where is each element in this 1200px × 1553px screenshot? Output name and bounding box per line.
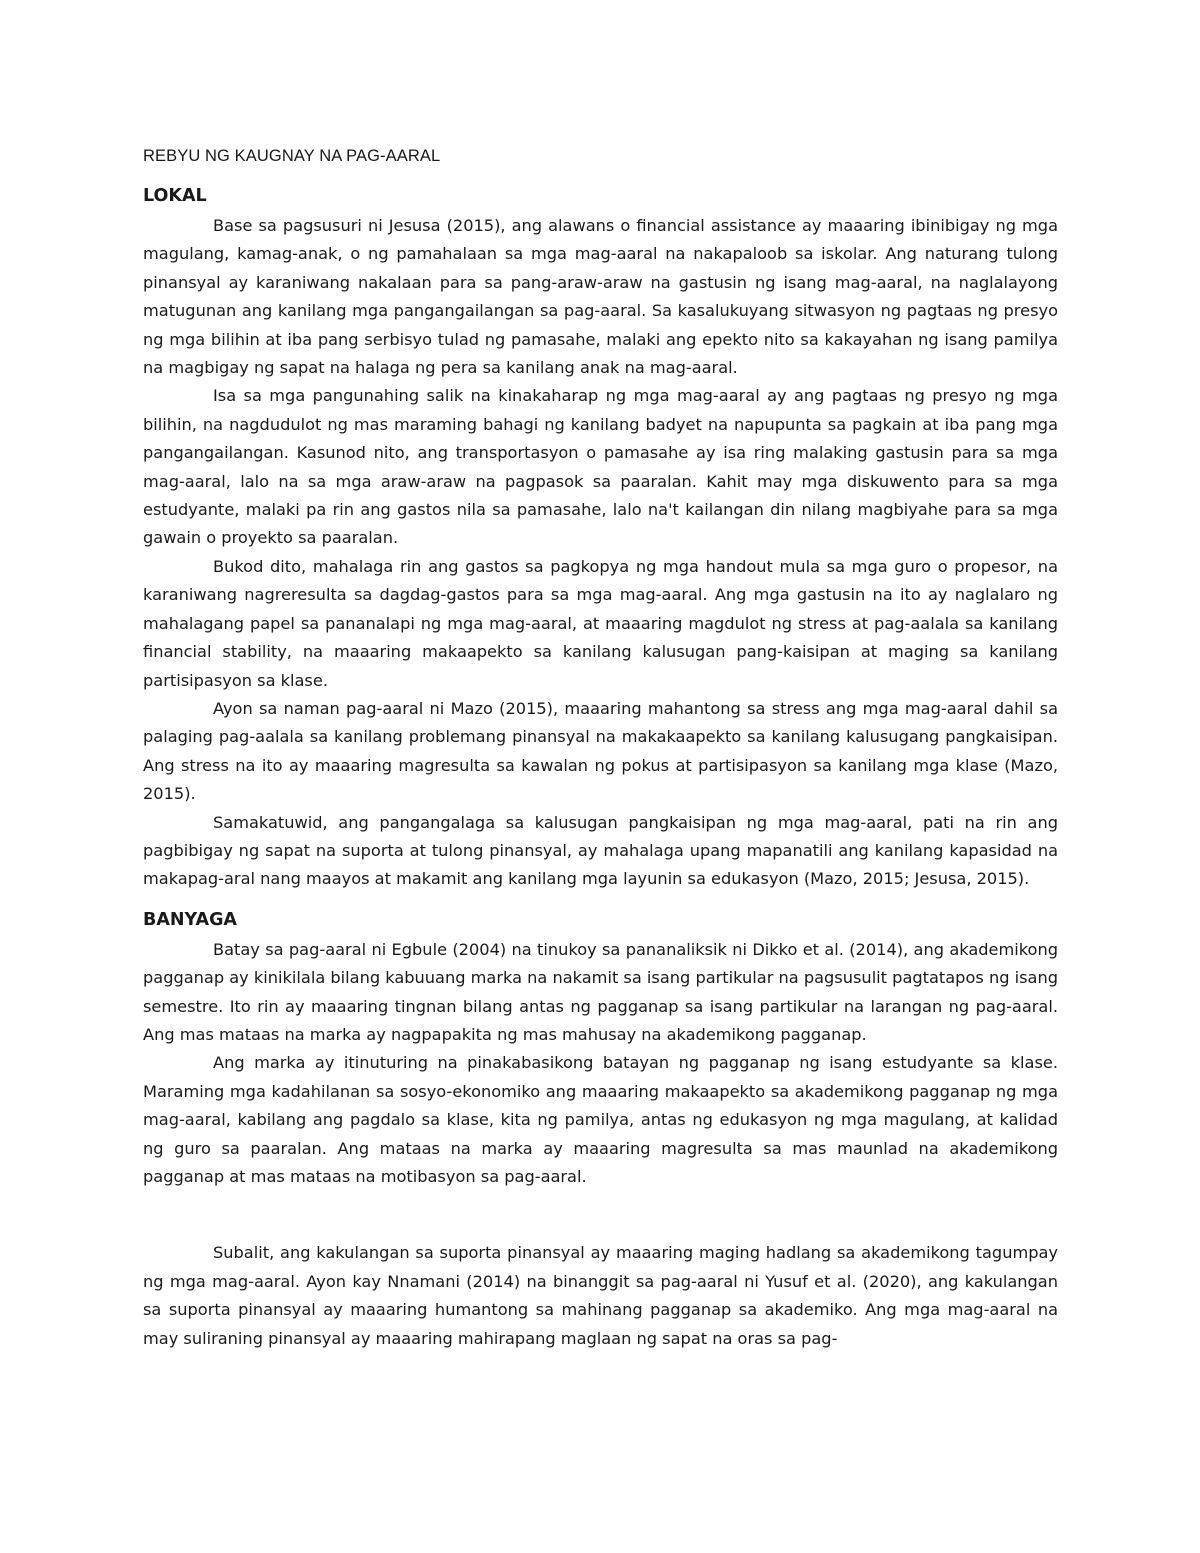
paragraph: Ang marka ay itinuturing na pinakabasikong batayan ng pagganap ng isang estudyante sa klase. Maraming mga kadahilanan sa sosyo-ekonomiko ang maaaring makaapekto sa akademikong pagganap ng mga mag-aaral, kabilang ang pagdalo sa klase, kita ng pamilya, antas ng edukasyon ng mga magulang, at kalidad ng guro sa paaralan. Ang mataas na marka ay maaaring magresulta sa mas maunlad na akademikong pagganap at mas mataas na motibasyon sa pag-aaral. — [143, 1053, 1058, 1186]
paragraph: Batay sa pag-aaral ni Egbule (2004) na tinukoy sa pananaliksik ni Dikko et al. (2014), ang akademikong pagganap ay kinikilala bilang kabuuang marka na nakamit sa isang partikular na pagsusulit pagtatapos ng isang semestre. Ito rin ay maaaring tingnan bilang antas ng pagganap sa isang partikular na larangan ng pag-aaral. Ang mas mataas na marka ay nagpapakita ng mas mahusay na akademikong pagganap. — [143, 939, 1059, 1044]
paragraph: Ayon sa naman pag-aaral ni Mazo (2015), maaaring mahantong sa stress ang mga mag-aaral dahil sa palaging pag-aalala sa kanilang problemang pinansyal na makakaapekto sa kanilang kalusugang pangkaisipan. Ang stress na ito ay maaaring magresulta sa kawalan ng pokus at partisipasyon sa kanilang mga klase (Mazo, 2015). — [143, 698, 1058, 804]
section-heading-banyaga: BANYAGA — [143, 909, 237, 930]
paragraph: Isa sa mga pangunahing salik na kinakaharap ng mga mag-aaral ay ang pagtaas ng presyo ng mga bilihin, na nagdudulot ng mas maraming bahagi ng kanilang badyet na napupunta sa pagkain at iba pang mga pangangailangan. Kasunod nito, ang transportasyon o pamasahe ay isa ring malaking gastusin para sa mga mag-aaral, lalo na sa mga araw-araw na pagpasok sa paaralan. Kahit may mga diskuwento para sa mga estudyante, malaki pa rin ang gastos nila sa pamasahe, lalo na't kailangan din nilang magbiyahe para sa mga gawain o proyekto sa paaralan. — [143, 386, 1058, 548]
section-heading-lokal: LOKAL — [143, 186, 207, 206]
paragraph-spacer — [143, 1191, 1058, 1239]
document-body — [143, 142, 1058, 1353]
paragraph: Base sa pagsusuri ni Jesusa (2015), ang alawans o financial assistance ay maaaring ibinibigay ng mga magulang, kamag-anak, o ng pamahalaan sa mga mag-aaral na nakapaloob sa iskolar. Ang naturang tulong pinansyal ay karaniwang nakalaan para sa pang-araw-araw na gastusin ng isang mag-aaral, na naglalayong matugunan ang kanilang mga pangangailangan sa pag-aaral. Sa kasalukuyang sitwasyon ng pagtaas ng presyo ng mga bilihin at iba pang serbisyo tulad ng pamasahe, malaki ang epekto nito sa kakayahan ng isang pamilya na magbigay ng sapat na halaga ng pera sa kanilang anak na mag-aaral. — [143, 216, 1058, 378]
section-spacer — [143, 894, 1058, 908]
document-title: REBYU NG KAUGNAY NA PAG-AARAL — [143, 147, 441, 165]
paragraph: Samakatuwid, ang pangangalaga sa kalusugan pangkaisipan ng mga mag-aaral, pati na rin ang pagbibigay ng sapat na suporta at tulong pinansyal, ay mahalaga upang mapanatili ang kanilang kapasidad na makapag-aral nang maayos at makamit ang kanilang mga layunin sa edukasyon (Mazo, 2015; Jesusa, 2015). — [143, 812, 1058, 889]
paragraph: Bukod dito, mahalaga rin ang gastos sa pagkopya ng mga handout mula sa mga guro o propesor, na karaniwang nagreresulta sa dagdag-gastos para sa mga mag-aaral. Ang mga gastusin na ito ay naglalaro ng mahalagang papel sa pananalapi ng mga mag-aaral, at maaaring magdulot ng stress at pag-aalala sa kanilang financial stability, na maaaring makaapekto sa kanilang kalusugan pang-kaisipan at maging sa kanilang partisipasyon sa klase. — [143, 556, 1058, 690]
paragraph: Subalit, ang kakulangan sa suporta pinansyal ay maaaring maging hadlang sa akademikong tagumpay ng mga mag-aaral. Ayon kay Nnamani (2014) na binanggit sa pag-aaral ni Yusuf et al. (2020), ang kakulangan sa suporta pinansyal ay maaaring humantong sa mahinang pagganap sa akademiko. Ang mga mag-aaral na may suliraning pinansyal ay maaaring mahirapang maglaan ng sapat na oras sa pag- — [143, 1243, 1058, 1348]
